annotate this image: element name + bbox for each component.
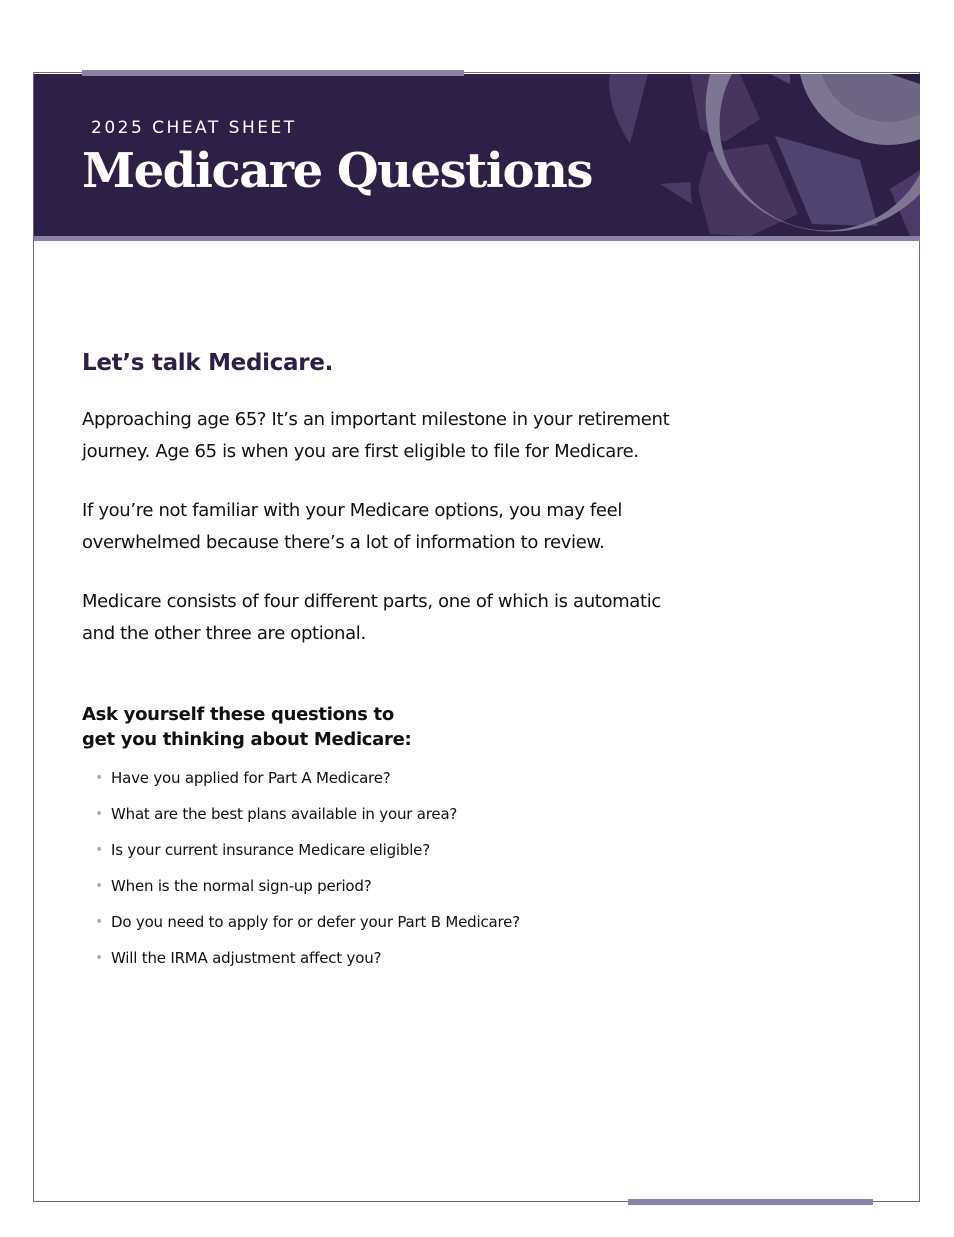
list-item bbox=[82, 766, 682, 802]
header-eyebrow: 2025 CHEAT SHEET bbox=[91, 118, 297, 138]
decorative-hexagon-art bbox=[560, 74, 920, 236]
bullet-icon: • bbox=[95, 806, 104, 822]
intro-paragraph: Approaching age 65? It’s an important milestone in your retirement journey. Age 65 is when you are first eligible to file for Medicare. bbox=[82, 409, 670, 462]
list-item bbox=[82, 910, 682, 946]
bullet-icon: • bbox=[95, 950, 104, 966]
question-text: What are the best plans available in your area? bbox=[111, 805, 458, 823]
list-item bbox=[82, 946, 682, 982]
bullet-icon: • bbox=[95, 770, 104, 786]
questions-heading: Ask yourself these questions to get you thinking about Medicare: bbox=[82, 704, 412, 750]
page-title: Medicare Questions bbox=[82, 143, 592, 199]
question-text: When is the normal sign-up period? bbox=[111, 877, 372, 895]
bottom-accent-bar bbox=[628, 1199, 873, 1205]
main-content bbox=[82, 350, 682, 982]
bullet-icon: • bbox=[95, 878, 104, 894]
question-text: Will the IRMA adjustment affect you? bbox=[111, 949, 382, 967]
bullet-icon: • bbox=[95, 914, 104, 930]
bullet-icon: • bbox=[95, 842, 104, 858]
question-text: Do you need to apply for or defer your Part B Medicare? bbox=[111, 913, 520, 931]
list-item bbox=[82, 874, 682, 910]
questions-list bbox=[82, 766, 682, 982]
top-accent-bar bbox=[82, 70, 464, 76]
question-text: Have you applied for Part A Medicare? bbox=[111, 769, 391, 787]
intro-paragraph: If you’re not familiar with your Medicare options, you may feel overwhelmed because there’s a lot of information to review. bbox=[82, 500, 622, 553]
question-text: Is your current insurance Medicare eligible? bbox=[111, 841, 430, 859]
intro-heading: Let’s talk Medicare. bbox=[82, 350, 334, 376]
intro-paragraph: Medicare consists of four different parts, one of which is automatic and the other three are optional. bbox=[82, 591, 661, 644]
list-item bbox=[82, 838, 682, 874]
list-item bbox=[82, 802, 682, 838]
header-divider bbox=[34, 236, 920, 241]
